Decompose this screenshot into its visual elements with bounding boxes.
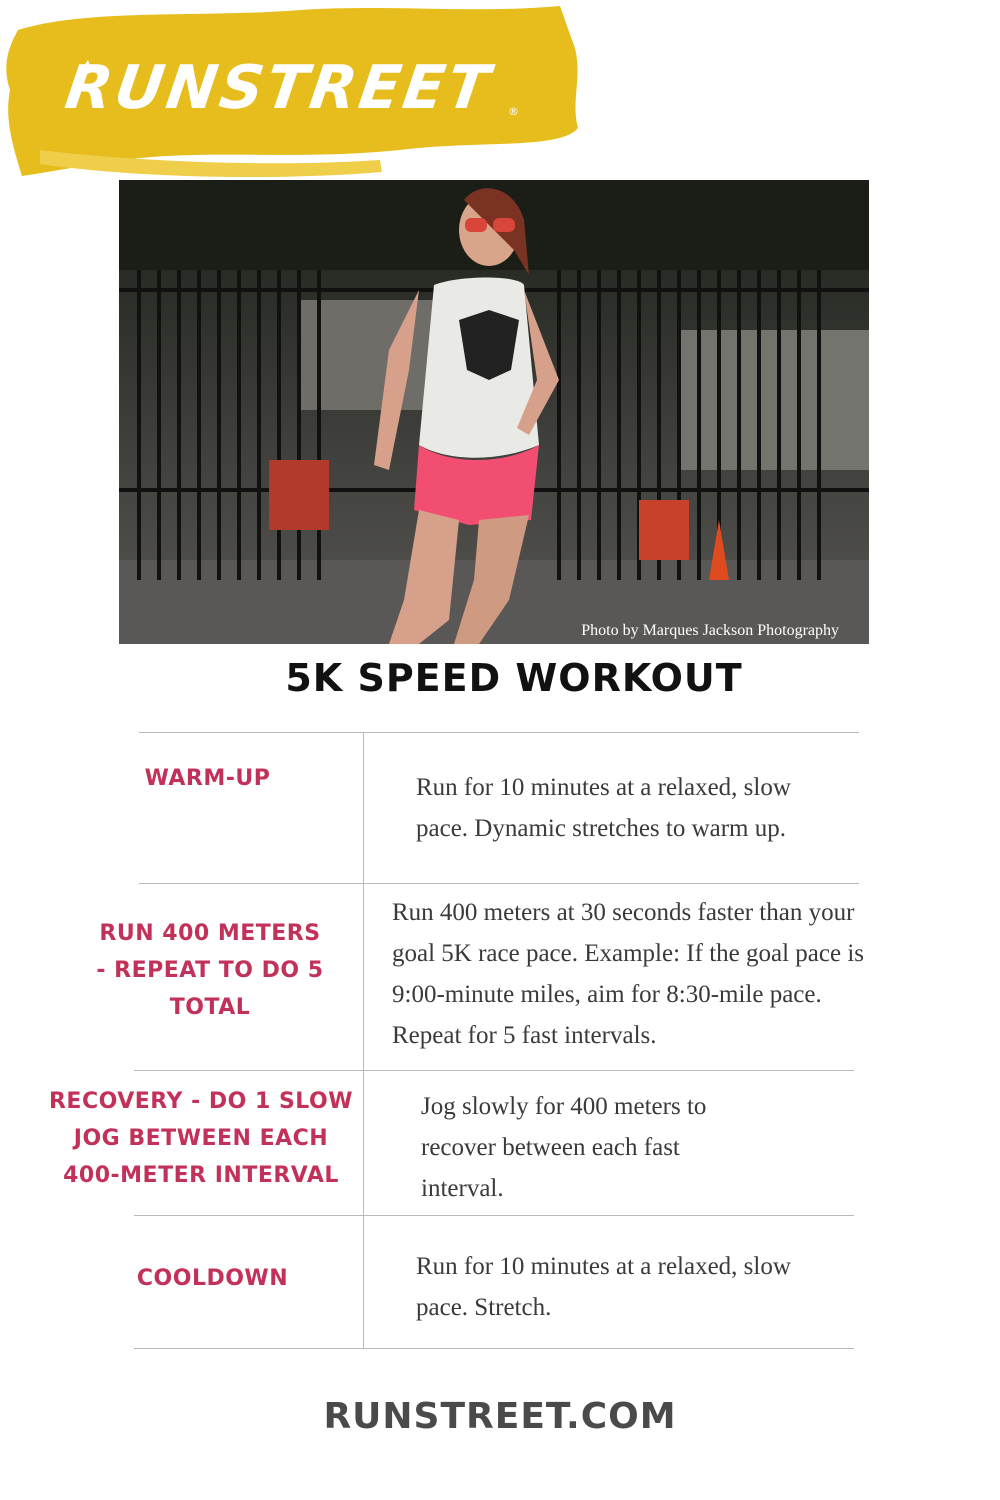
row-label-run-400: RUN 400 METERS - REPEAT TO DO 5 TOTAL (96, 921, 324, 1020)
row-label-warm-up: WARM-UP (144, 766, 271, 791)
page-title: 5K SPEED WORKOUT (285, 656, 743, 700)
column-divider (363, 732, 364, 1349)
row-description-cooldown: Run for 10 minutes at a relaxed, slow pace. Stretch. (416, 1253, 791, 1321)
row-description-warm-up: Run for 10 minutes at a relaxed, slow pace. Dynamic stretches to warm up. (416, 774, 791, 842)
hero-photo (119, 180, 869, 644)
brand-logo (0, 0, 600, 190)
row-label-cooldown: COOLDOWN (136, 1266, 289, 1291)
row-description-recovery: Jog slowly for 400 meters to recover between each fast interval. (421, 1093, 707, 1202)
row-label-recovery: RECOVERY - DO 1 SLOW JOG BETWEEN EACH 400-METER INTERVAL (48, 1089, 354, 1188)
table-divider (134, 1215, 854, 1216)
photo-credit: Photo by Marques Jackson Photography (581, 622, 839, 639)
website-link[interactable]: RUNSTREET.COM (323, 1396, 677, 1437)
table-divider (139, 732, 859, 733)
runner-illustration (119, 180, 869, 644)
row-description-run-400: Run 400 meters at 30 seconds faster than your goal 5K race pace. Example: If the goal pace is 9:00-minute miles, aim for 8:30-mile pace. Repeat for 5 fast intervals. (392, 899, 864, 1049)
registered-mark: ® (508, 105, 519, 118)
logo-wordmark: RUNSTREET (61, 53, 497, 123)
table-divider (134, 1070, 854, 1071)
table-divider (139, 883, 859, 884)
table-divider (134, 1348, 854, 1349)
